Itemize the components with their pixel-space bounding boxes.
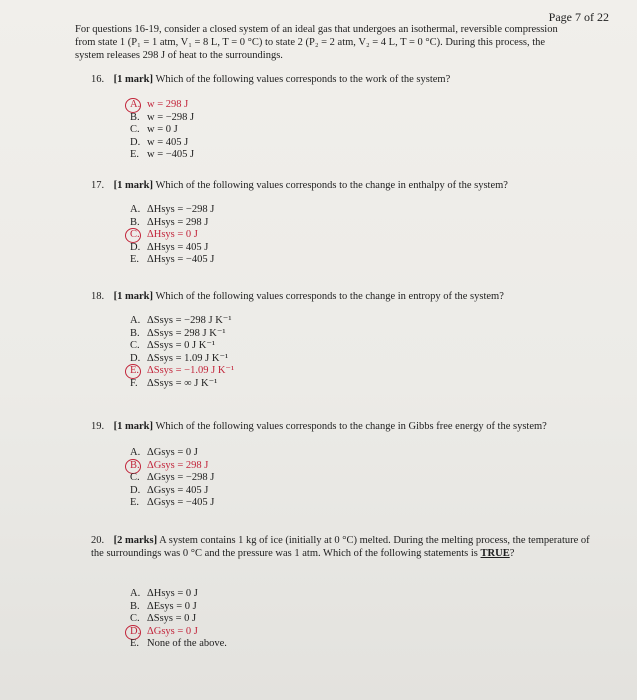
option-letter: D. (130, 625, 141, 637)
option-letter: E. (130, 638, 140, 649)
option-d[interactable] (130, 485, 214, 498)
question-19-stem (91, 420, 611, 433)
option-c[interactable] (130, 340, 234, 353)
option-a[interactable] (130, 99, 194, 112)
question-17-options (130, 204, 214, 267)
option-c[interactable] (130, 229, 214, 242)
option-letter: E. (130, 497, 140, 508)
question-20-options (130, 588, 227, 651)
option-letter: C. (130, 229, 140, 240)
question-marks: [1 mark] (113, 74, 153, 85)
option-text: ΔHsys = 405 J (147, 241, 209, 253)
option-b[interactable] (130, 328, 234, 341)
option-e[interactable] (130, 497, 214, 510)
option-letter: A. (130, 315, 141, 326)
option-c[interactable] (130, 613, 227, 626)
option-e[interactable] (130, 254, 214, 267)
option-letter: E. (130, 149, 140, 160)
question-marks: [1 mark] (113, 291, 153, 302)
option-text: ΔSsys = −298 J K⁻¹ (147, 315, 232, 326)
option-text: ΔGsys = 405 J (147, 484, 209, 496)
emphasis-true: TRUE (480, 548, 510, 559)
option-c[interactable] (130, 124, 194, 137)
option-text: ΔEsys = 0 J (147, 600, 197, 612)
question-text: Which of the following values corresponds to the change in entropy of the system? (155, 291, 504, 302)
option-e[interactable] (130, 638, 227, 651)
option-d[interactable] (130, 242, 214, 255)
question-text: Which of the following values corresponds to the change in enthalpy of the system? (155, 180, 508, 191)
question-18-options (130, 315, 234, 390)
option-letter: D. (130, 241, 141, 253)
option-b[interactable] (130, 112, 194, 125)
option-text: ΔSsys = ∞ J K⁻¹ (147, 377, 218, 389)
option-d[interactable] (130, 137, 194, 150)
option-e[interactable] (130, 365, 234, 378)
option-b[interactable] (130, 460, 214, 473)
option-letter: A. (130, 99, 141, 110)
option-c[interactable] (130, 472, 214, 485)
option-letter: D. (130, 484, 141, 496)
option-d[interactable] (130, 626, 227, 639)
option-text: ΔGsys = 298 J (147, 459, 209, 471)
option-letter: A. (130, 588, 141, 599)
option-letter: C. (130, 613, 140, 624)
question-16-options (130, 99, 194, 162)
option-letter: C. (130, 340, 140, 351)
question-number: 18. (91, 291, 105, 302)
question-number: 19. (91, 421, 105, 432)
option-text: ΔGsys = 0 J (147, 447, 198, 458)
option-text: ΔHsys = 0 J (147, 229, 198, 240)
option-b[interactable] (130, 601, 227, 614)
option-letter: D. (130, 136, 141, 148)
option-text: ΔHsys = −405 J (147, 254, 215, 265)
option-letter: A. (130, 204, 141, 215)
option-letter: B. (130, 216, 140, 228)
option-text: ΔHsys = 298 J (147, 216, 209, 228)
question-number: 16. (91, 74, 105, 85)
option-text: w = 405 J (147, 136, 189, 148)
option-letter: B. (130, 111, 140, 123)
option-e[interactable] (130, 149, 194, 162)
option-letter: B. (130, 459, 140, 471)
option-text: ΔGsys = −405 J (147, 497, 215, 508)
question-19-options (130, 447, 214, 510)
option-text: ΔSsys = 298 J K⁻¹ (147, 327, 226, 339)
option-b[interactable] (130, 217, 214, 230)
option-text: w = 0 J (147, 124, 178, 135)
option-a[interactable] (130, 204, 214, 217)
question-marks: [2 marks] (113, 535, 158, 546)
question-text: A system contains 1 kg of ice (initially at 0 °C) melted. During the melting process, the temperature of the surroundings was 0 °C and the pressure was 1 atm. Which of the following statements is (91, 535, 590, 559)
option-text: w = −405 J (147, 149, 195, 160)
option-text: ΔSsys = 0 J (147, 613, 197, 624)
option-text: None of the above. (147, 638, 227, 649)
option-text: ΔGsys = −298 J (147, 472, 215, 483)
question-text: Which of the following values corresponds to the work of the system? (155, 74, 451, 85)
question-marks: [1 mark] (113, 421, 153, 432)
question-17-stem (91, 179, 611, 192)
option-letter: F. (130, 377, 138, 389)
option-letter: C. (130, 124, 140, 135)
question-18-stem (91, 290, 611, 303)
option-a[interactable] (130, 447, 214, 460)
option-letter: D. (130, 352, 141, 364)
option-text: w = 298 J (147, 99, 189, 110)
option-a[interactable] (130, 588, 227, 601)
option-letter: A. (130, 447, 141, 458)
questions-intro: For questions 16-19, consider a closed system of an ideal gas that undergoes an isothermal, reversible compression from state 1 (P₁ = 1 atm, V₁ = 8 L, T = 0 °C) to state 2 (P₂ = 2 atm, V₂ = 4 L, T = 0 °C). During this process, the system releases 298 J of heat to the surroundings. (75, 24, 558, 61)
option-letter: E. (130, 365, 140, 376)
question-text-end: ? (509, 548, 515, 559)
option-text: ΔSsys = −1.09 J K⁻¹ (147, 365, 235, 376)
option-text: ΔGsys = 0 J (147, 625, 198, 637)
question-number: 17. (91, 180, 105, 191)
option-letter: E. (130, 254, 140, 265)
page-number: Page 7 of 22 (548, 10, 609, 24)
question-text: Which of the following values corresponds to the change in Gibbs free energy of the system? (155, 421, 547, 432)
option-text: ΔSsys = 0 J K⁻¹ (147, 340, 216, 351)
option-d[interactable] (130, 353, 234, 366)
option-a[interactable] (130, 315, 234, 328)
option-f[interactable] (130, 378, 234, 391)
question-16-stem (91, 73, 611, 86)
question-number: 20. (91, 535, 105, 546)
option-text: ΔSsys = 1.09 J K⁻¹ (147, 352, 229, 364)
question-marks: [1 mark] (113, 180, 153, 191)
option-text: ΔHsys = 0 J (147, 588, 198, 599)
question-20-stem (91, 534, 596, 560)
option-letter: B. (130, 327, 140, 339)
option-text: w = −298 J (147, 111, 195, 123)
option-text: ΔHsys = −298 J (147, 204, 215, 215)
option-letter: C. (130, 472, 140, 483)
option-letter: B. (130, 600, 140, 612)
